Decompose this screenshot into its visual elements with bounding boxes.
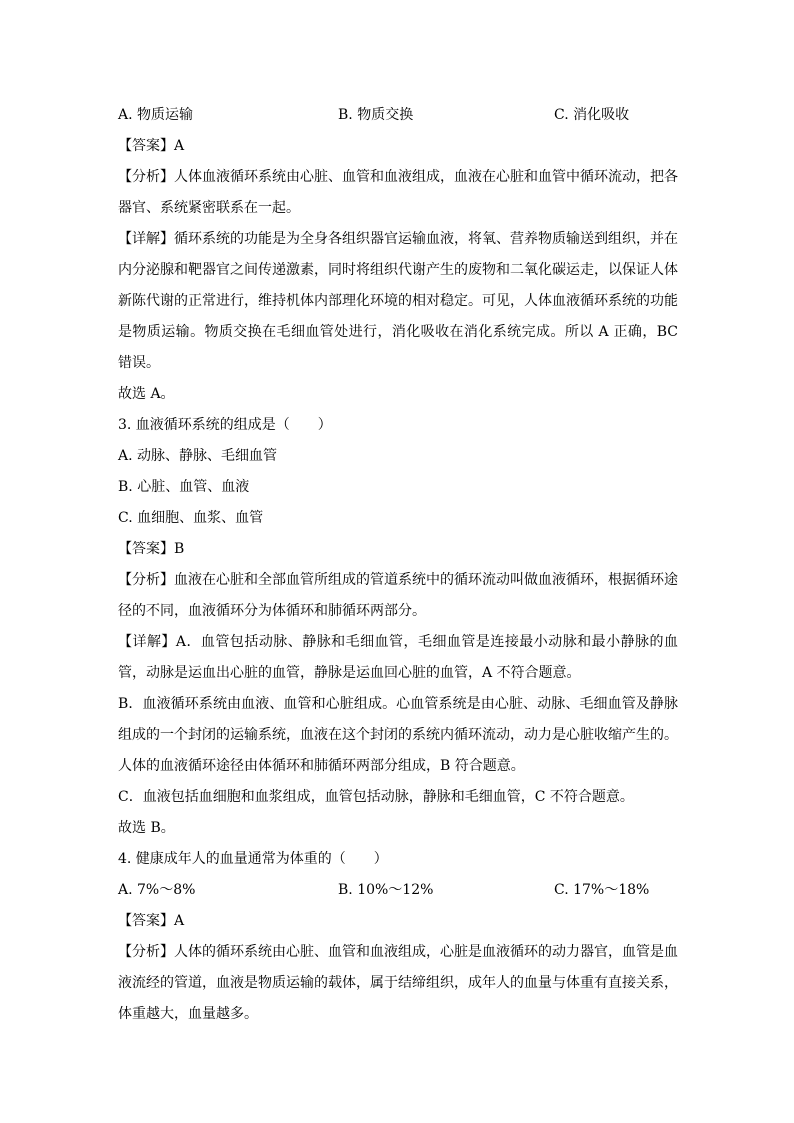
q2-options xyxy=(118,100,678,131)
q3-option-b: B. 心脏、血管、血液 xyxy=(118,479,250,495)
q2-answer: 【答案】A xyxy=(118,138,185,154)
q3-option-a: A. 动脉、静脉、毛细血管 xyxy=(118,448,278,464)
q2-option-a: A. 物质运输 xyxy=(118,107,194,123)
q4-stem: 4. 健康成年人的血量通常为体重的（ ） xyxy=(118,851,388,867)
q4-answer: 【答案】A xyxy=(118,913,185,929)
q3-answer: 【答案】B xyxy=(118,541,185,557)
q3-option-c: C. 血细胞、血浆、血管 xyxy=(118,510,264,526)
q4-analysis: 【分析】人体的循环系统由心脏、血管和血液组成，心脏是血液循环的动力器官，血管是血液流经的管道，血液是物质运输的载体，属于结缔组织，成年人的血量与体重有直接关系，体重越大，血量越多。 xyxy=(118,944,678,1022)
q4-options xyxy=(118,875,678,906)
q3-conclusion: 故选 B。 xyxy=(118,820,175,836)
q4-option-c: C. 17%～18% xyxy=(554,882,650,898)
q2-option-c: C. 消化吸收 xyxy=(554,107,630,123)
q3-detail-c: C．血液包括血细胞和血浆组成，血管包括动脉，静脉和毛细血管，C 不符合题意。 xyxy=(118,789,634,805)
q2-detail: 【详解】循环系统的功能是为全身各组织器官运输血液，将氧、营养物质输送到组织，并在内分泌腺和靶器官之间传递激素，同时将组织代谢产生的废物和二氧化碳运走，以保证人体新陈代谢的正常进行，维持机体内部理化环境的相对稳定。可见，人体血液循环系统的功能是物质运输。物质交换在毛细血管处进行，消化吸收在消化系统完成。所以 A 正确，BC 错误。 xyxy=(118,231,678,371)
page-content xyxy=(118,100,678,1030)
q2-analysis: 【分析】人体血液循环系统由心脏、血管和血液组成，血液在心脏和血管中循环流动，把各器官、系统紧密联系在一起。 xyxy=(118,169,678,216)
q3-detail-a: 【详解】A．血管包括动脉、静脉和毛细血管，毛细血管是连接最小动脉和最小静脉的血管，动脉是运血出心脏的血管，静脉是运血回心脏的血管，A 不符合题意。 xyxy=(118,634,678,681)
q3-stem: 3. 血液循环系统的组成是（ ） xyxy=(118,417,332,433)
q3-detail-b: B．血液循环系统由血液、血管和心脏组成。心血管系统是由心脏、动脉、毛细血管及静脉组成的一个封闭的运输系统，血液在这个封闭的系统内循环流动，动力是心脏收缩产生的。人体的血液循环途径由体循环和肺循环两部分组成，B 符合题意。 xyxy=(118,696,678,774)
q2-option-b: B. 物质交换 xyxy=(338,107,414,123)
q4-option-b: B. 10%～12% xyxy=(338,882,434,898)
q2-conclusion: 故选 A。 xyxy=(118,386,175,402)
q4-option-a: A. 7%～8% xyxy=(118,882,196,898)
q3-analysis: 【分析】血液在心脏和全部血管所组成的管道系统中的循环流动叫做血液循环，根据循环途径的不同，血液循环分为体循环和肺循环两部分。 xyxy=(118,572,678,619)
